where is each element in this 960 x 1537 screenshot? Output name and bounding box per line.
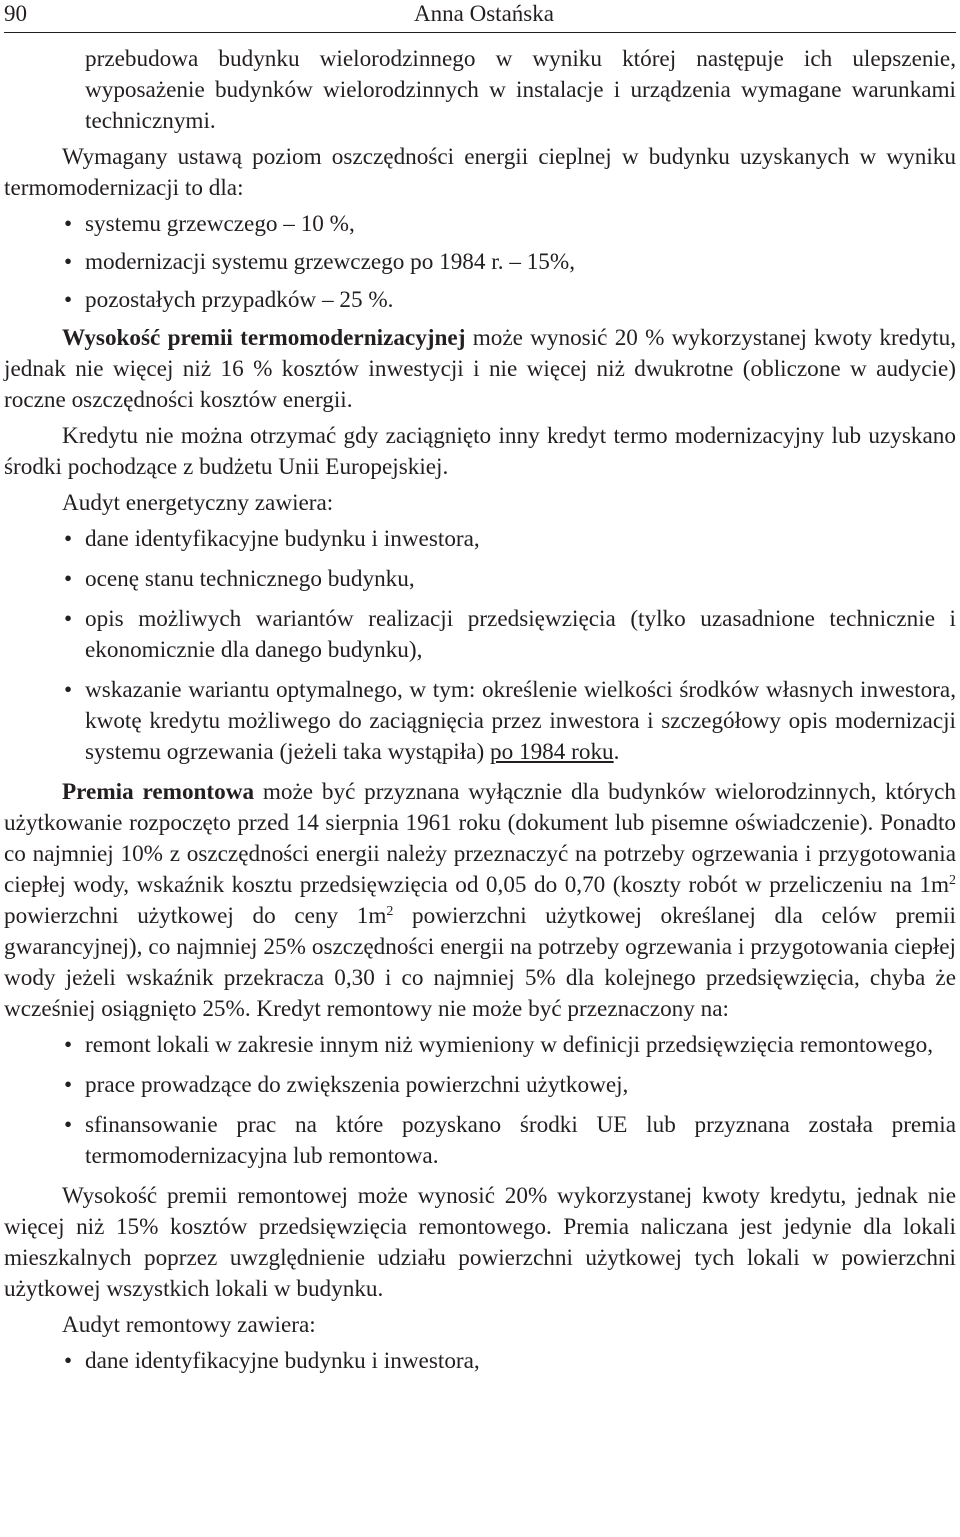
audit-list	[4, 524, 956, 768]
list-item: • pozostałych przypadków – 25 %.	[4, 285, 956, 316]
bullet-icon: •	[64, 1112, 73, 1138]
running-head-author: Anna Ostańska	[414, 1, 554, 26]
superscript: 2	[386, 904, 394, 919]
page-header	[4, 0, 956, 30]
bullet-icon: •	[64, 606, 73, 632]
bold-term: Premia remontowa	[62, 779, 255, 805]
list-item: • sfinansowanie prac na które pozyskano środki UE lub przyznana została premia termomodernizacyjna lub remontowa.	[64, 1112, 956, 1169]
list-item: • ocenę stanu technicznego budynku,	[4, 564, 956, 595]
page-body	[4, 44, 956, 1384]
savings-list	[4, 209, 956, 316]
list-item: • modernizacji systemu grzewczego po 1984 r. – 15%,	[4, 247, 956, 278]
list-item: • dane identyfikacyjne budynku i inwestora,	[4, 524, 956, 555]
bullet-icon: •	[64, 211, 73, 237]
bullet-icon: •	[64, 1348, 73, 1374]
bullet-icon: •	[64, 249, 73, 275]
list-item: • wskazanie wariantu optymalnego, w tym: określenie wielkości środków własnych inwestora, kwotę kredytu możliwego do zaciągnięcia przez inwestora i szczegółowy opis modernizacji systemu ogrzewania (jeżeli taka wystąpiła) po 1984 roku.	[64, 677, 956, 765]
list-item: • systemu grzewczego – 10 %,	[4, 209, 956, 240]
header-rule	[4, 32, 956, 33]
list-item: • opis możliwych wariantów realizacji przedsięwzięcia (tylko uzasadnione technicznie i ekonomicznie dla danego budynku),	[64, 606, 956, 663]
bullet-icon: •	[64, 677, 73, 703]
bullet-icon: •	[64, 287, 73, 313]
bold-term: Wysokość premii termomodernizacyjnej	[62, 325, 466, 351]
paragraph-credit-restriction: Kredytu nie można otrzymać gdy zaciągnięto inny kredyt termo modernizacyjny lub uzyskano środki pochodzące z budżetu Unii Europejskiej.	[4, 423, 956, 480]
bullet-icon: •	[64, 526, 73, 552]
bullet-icon: •	[64, 566, 73, 592]
list-item: • remont lokali w zakresie innym niż wymieniony w definicji przedsięwzięcia remontowego,	[4, 1030, 956, 1061]
underlined-text: po 1984 roku	[489, 739, 614, 765]
paragraph-audit-intro: Audyt energetyczny zawiera:	[62, 490, 334, 516]
page-number: 90	[4, 1, 27, 26]
continued-paragraph: przebudowa budynku wielorodzinnego w wyniku której następuje ich ulepszenie, wyposażenie budynków wielorodzinnych w instalacje i urządzenia wymagane warunkami technicznymi.	[85, 46, 956, 134]
list-item: • prace prowadzące do zwiększenia powierzchni użytkowej,	[4, 1070, 956, 1101]
paragraph-renovation-amount: Wysokość premii remontowej może wynosić 20% wykorzystanej kwoty kredytu, jednak nie więcej niż 15% kosztów przedsięwzięcia remontowego. Premia naliczana jest jedynie dla lokali mieszkalnych poprzez uwzględnienie udziału powierzchni użytkowej tych lokali w powierzchni użytkowej wszystkich lokali w budynku.	[4, 1183, 956, 1302]
bullet-icon: •	[64, 1072, 73, 1098]
bullet-icon: •	[64, 1032, 73, 1058]
paragraph-renovation-audit-intro: Audyt remontowy zawiera:	[62, 1312, 316, 1338]
paragraph-energy-savings: Wymagany ustawą poziom oszczędności energii cieplnej w budynku uzyskanych w wyniku termomodernizacji to dla:	[4, 144, 956, 201]
paragraph-renovation-premium: Premia remontowa może być przyznana wyłącznie dla budynków wielorodzinnych, których użytkowanie rozpoczęto przed 14 sierpnia 1961 roku (dokument lub pisemne oświadczenie). Ponadto co najmniej 10% z oszczędności energii należy przeznaczyć na potrzeby ogrzewania i przygotowania ciepłej wody, wskaźnik kosztu przedsięwzięcia od 0,05 do 0,70 (koszty robót w przeliczeniu na $1m^2$ powierzchni użytkowej do ceny $1m^2$ powierzchni użytkowej określanej dla celów premii gwarancyjnej), co najmniej 25% oszczędności energii na potrzeby ogrzewania i przygotowania ciepłej wody jeżeli wskaźnik przekracza 0,30 i co najmniej 5% dla kolejnego przedsięwzięcia, chyba że wcześniej osiągnięto 25%. Kredyt remontowy nie może być przeznaczony na:	[4, 779, 956, 1022]
renovation-audit-list	[4, 1346, 956, 1377]
paragraph-premium-amount: Wysokość premii termomodernizacyjnej może wynosić 20 % wykorzystanej kwoty kredytu, jednak nie więcej niż 16 % kosztów inwestycji i nie więcej niż dwukrotne (obliczone w audycie) roczne oszczędności kosztów energii.	[4, 325, 956, 413]
list-item: • dane identyfikacyjne budynku i inwestora,	[4, 1346, 956, 1377]
excluded-uses-list	[4, 1030, 956, 1172]
superscript: 2	[949, 873, 956, 888]
